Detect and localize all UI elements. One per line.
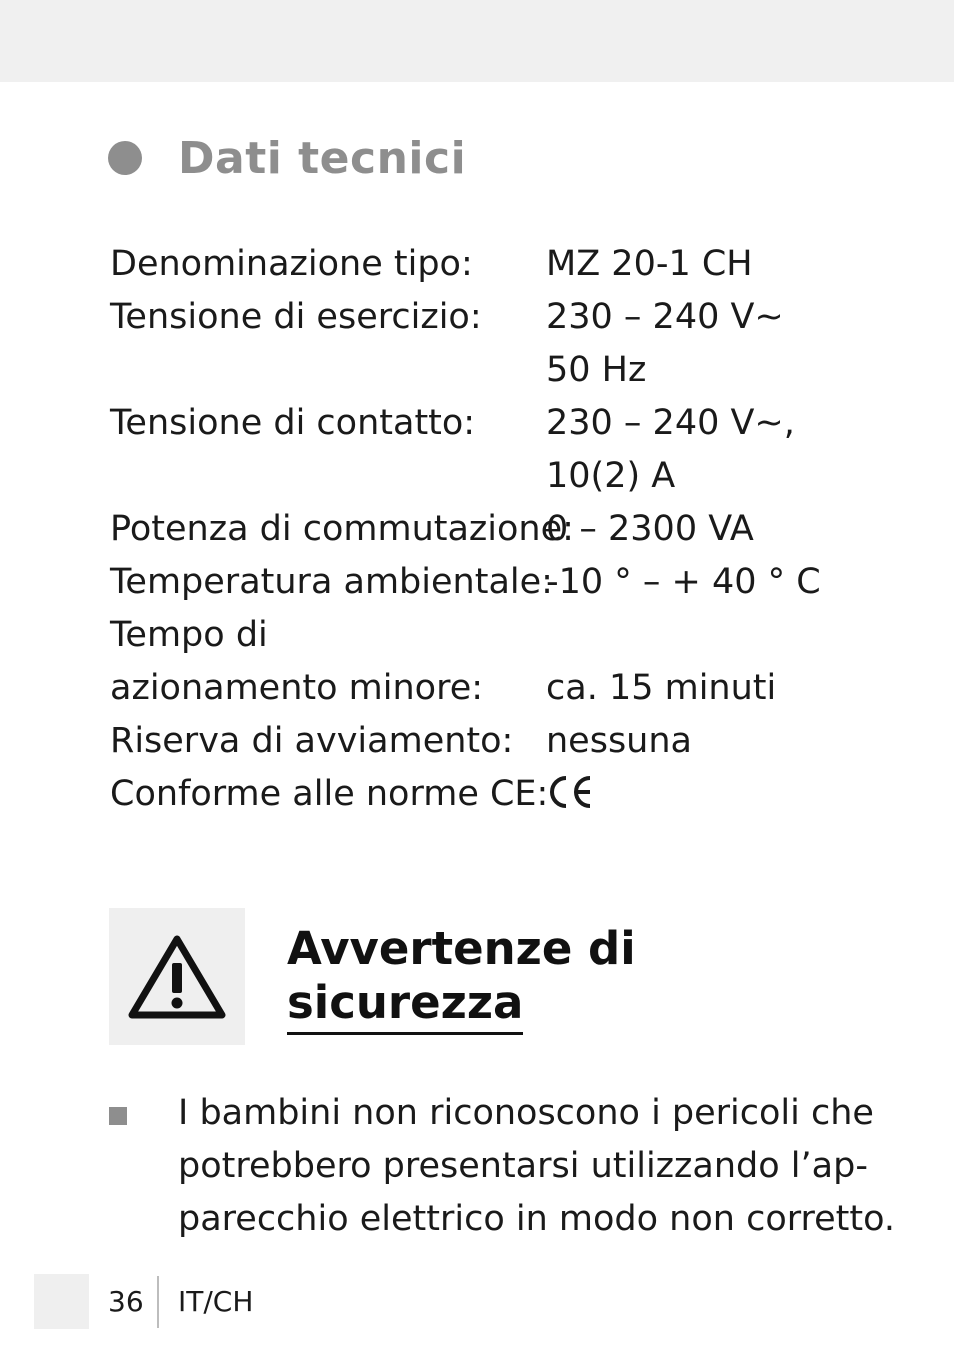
spec-value [546,609,846,662]
spec-value: ca. 15 minuti [546,668,777,708]
spec-value: 10(2) A [546,456,676,496]
list-item-line: I bambini non riconoscono i pericoli che [178,1093,874,1133]
spec-label [110,344,546,397]
spec-row [110,450,846,503]
page-number: 36 [108,1285,144,1318]
list-item-line: potrebbero presentarsi utilizzando l’ap- [178,1146,868,1186]
spec-label: Potenza di commutazione: [110,509,574,549]
spec-value: -10 ° – + 40 ° C [546,562,821,602]
ce-mark-icon [546,774,594,810]
warning-icon-box [109,908,245,1045]
spec-value: MZ 20-1 CH [546,244,753,284]
warning-triangle-icon [127,933,227,1021]
spec-value: 230 – 240 V~, [546,403,795,443]
spec-row [110,238,846,291]
heading-bullet-icon [108,141,142,175]
spec-row [110,768,846,821]
spec-label: Tensione di contatto: [110,403,476,443]
spec-value: 0 – 2300 VA [546,509,754,549]
section-heading [108,128,466,188]
spec-row [110,503,846,556]
spec-label: Riserva di avviamento: [110,721,514,761]
spec-value: 50 Hz [546,350,647,390]
spec-row [110,556,846,609]
spec-value: nessuna [546,721,692,761]
spec-label: Temperatura ambientale: [110,562,553,602]
footer-language: IT/CH [178,1285,254,1318]
warning-title-line2: sicurezza [287,976,523,1035]
square-bullet-icon [109,1107,127,1125]
spec-label: Conforme alle norme CE: [110,774,549,814]
spec-row [110,715,846,768]
spec-row [110,397,846,450]
spec-label: Tempo di [110,615,268,655]
spec-value-ce [546,768,846,821]
spec-row [110,344,846,397]
footer-divider [157,1276,159,1328]
spec-table [110,238,846,821]
spec-row [110,609,846,662]
footer-tab [34,1274,89,1329]
section-title: Dati tecnici [178,132,467,184]
spec-label [110,450,546,503]
spec-row [110,662,846,715]
bullet-list [109,1087,896,1246]
spec-value: 230 – 240 V~ [546,297,784,337]
warning-title-line1: Avvertenze di [287,922,636,975]
top-band [0,0,954,82]
spec-label: Denominazione tipo: [110,244,473,284]
warning-heading [287,922,636,1035]
list-item [109,1087,896,1246]
list-item-line: parecchio elettrico in modo non corretto. [178,1199,896,1239]
spec-label: azionamento minore: [110,668,484,708]
spec-row [110,291,846,344]
spec-label: Tensione di esercizio: [110,297,482,337]
